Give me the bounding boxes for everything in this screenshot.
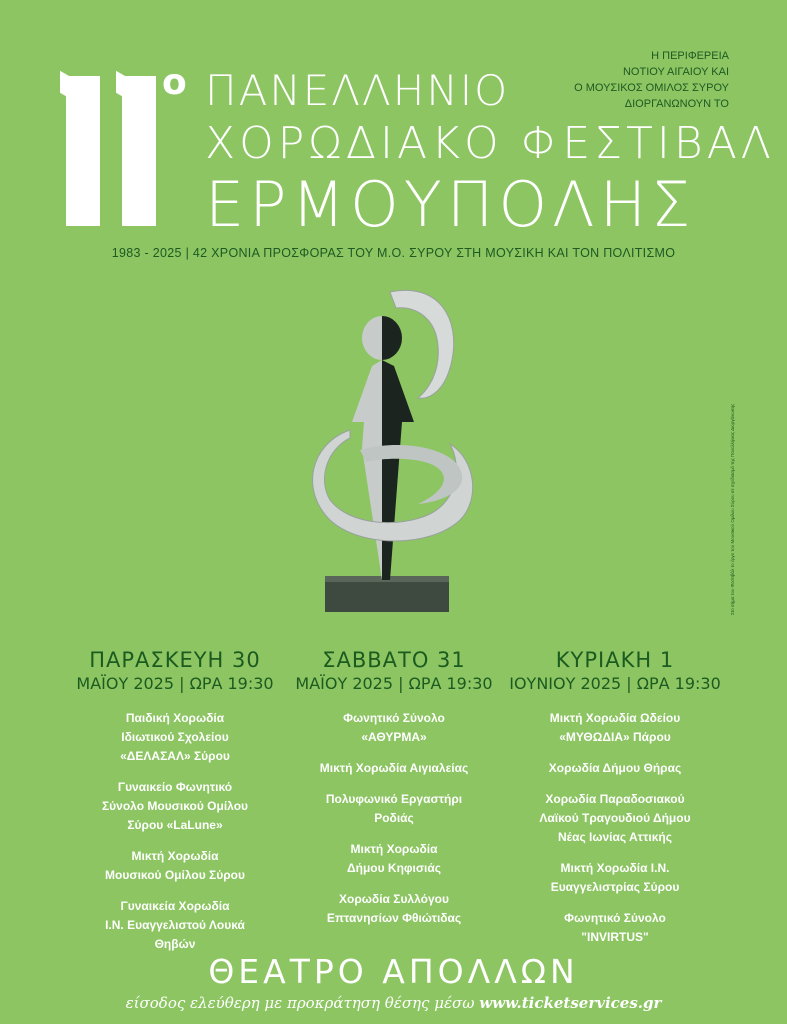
day-name: ΣΑΒΒΑΤΟ 31 <box>322 648 466 672</box>
festival-ordinal: ο <box>162 62 187 103</box>
title-line-2: ΧΟΡΩΔΙΑΚΟ ΦΕΣΤΙΒΑΛ <box>205 118 775 169</box>
performer-item: Μικτή Χορωδία Ι.Ν. Ευαγγελιστρίας Σύρου <box>550 861 680 894</box>
ticket-website-link[interactable]: www.ticketservices.gr <box>479 994 662 1012</box>
tagline: 1983 - 2025 | 42 ΧΡΟΝΙΑ ΠΡΟΣΦΟΡΑΣ ΤΟΥ Μ.Ο. ΣΥΡΟΥ ΣΤΗ ΜΟΥΣΙΚΗ ΚΑΙ ΤΟΝ ΠΟΛΙΤΙΣΜΟ <box>111 246 676 260</box>
performer-item: Χορωδία Δήμου Θήρας <box>548 761 682 775</box>
choir-statue-ribbon-icon <box>290 280 480 620</box>
entry-text: είσοδος ελεύθερη με προκράτηση θέσης μέσω <box>125 994 475 1012</box>
performer-item: Μικτή Χορωδία Αιγιαλείας <box>319 761 469 775</box>
performer-list <box>505 709 725 947</box>
image-credit-text: Στο σήμα του Φεστιβάλ το έργο του Μουσικού Ομίλου Σύρου σε σχεδιασμό της Πανελλήνιας Διοργάνωσης <box>730 403 735 615</box>
organizers-line: Ο ΜΟΥΣΙΚΟΣ ΟΜΙΛΟΣ ΣΥΡΟΥ <box>574 82 729 94</box>
day-name: ΚΥΡΙΑΚΗ 1 <box>555 648 675 672</box>
day-date: ΜΑΪΟΥ 2025 | ΩΡΑ 19:30 <box>295 674 493 693</box>
performer-item: Χορωδία Παραδοσιακού Λαϊκού Τραγουδιού Δήμου Νέας Ιωνίας Αττικής <box>539 792 691 844</box>
organizers-line: Η ΠΕΡΙΦΕΡΕΙΑ <box>651 50 729 62</box>
performer-item: Φωνητικό Σύνολο "INVIRTUS" <box>564 911 666 944</box>
day-column-sunday <box>505 648 725 959</box>
day-column-friday <box>65 648 285 966</box>
day-name: ΠΑΡΑΣΚΕΥΗ 30 <box>89 648 261 672</box>
performer-item: Μικτή Χορωδία Ωδείου «ΜΥΘΩΔΙΑ» Πάρου <box>549 711 681 744</box>
title-line-1: ΠΑΝΕΛΛΗΝΙΟ <box>205 66 510 115</box>
organizers-line: ΝΟΤΙΟΥ ΑΙΓΑΙΟΥ ΚΑΙ <box>622 66 729 78</box>
performer-item: Μικτή Χορωδία Μουσικού Ομίλου Σύρου <box>105 849 245 882</box>
performer-item: Φωνητικό Σύνολο «ΑΘΥΡΜΑ» <box>343 711 445 744</box>
image-credit <box>720 280 735 620</box>
performer-item: Χορωδία Συλλόγου Επτανησίων Φθιώτιδας <box>326 892 462 925</box>
performer-item: Γυναικείο Φωνητικό Σύνολο Μουσικού Ομίλου Σύρου «LaLune» <box>101 780 249 832</box>
day-date: ΙΟΥΝΙΟΥ 2025 | ΩΡΑ 19:30 <box>509 674 721 693</box>
performer-item: Μικτή Χορωδία Δήμου Κηφισιάς <box>346 842 442 875</box>
performer-list <box>284 709 504 928</box>
day-date: ΜΑΪΟΥ 2025 | ΩΡΑ 19:30 <box>76 674 274 693</box>
organizers-line: ΔΙΟΡΓΑΝΩΝΟΥΝ ΤΟ <box>624 98 729 110</box>
performer-item: Παιδική Χορωδία Ιδιωτικού Σχολείου «ΔΕΛΑΣΑΛ» Σύρου <box>120 711 230 763</box>
entry-info <box>0 994 787 1012</box>
festival-number <box>60 58 170 228</box>
sculpture-image <box>290 280 480 620</box>
title-line-3: ΕΡΜΟΥΠΟΛΗΣ <box>205 168 696 241</box>
performer-item: Γυναικεία Χορωδία Ι.Ν. Ευαγγελιστού Λουκά Θηβών <box>105 899 245 951</box>
day-column-saturday <box>284 648 504 940</box>
organizers-text <box>574 48 729 112</box>
performer-item: Πολυφωνικό Εργαστήρι Ροδιάς <box>325 792 463 825</box>
performer-list <box>65 709 285 954</box>
venue-title: ΘΕΑΤΡΟ ΑΠΟΛΛΩΝ <box>208 952 579 991</box>
